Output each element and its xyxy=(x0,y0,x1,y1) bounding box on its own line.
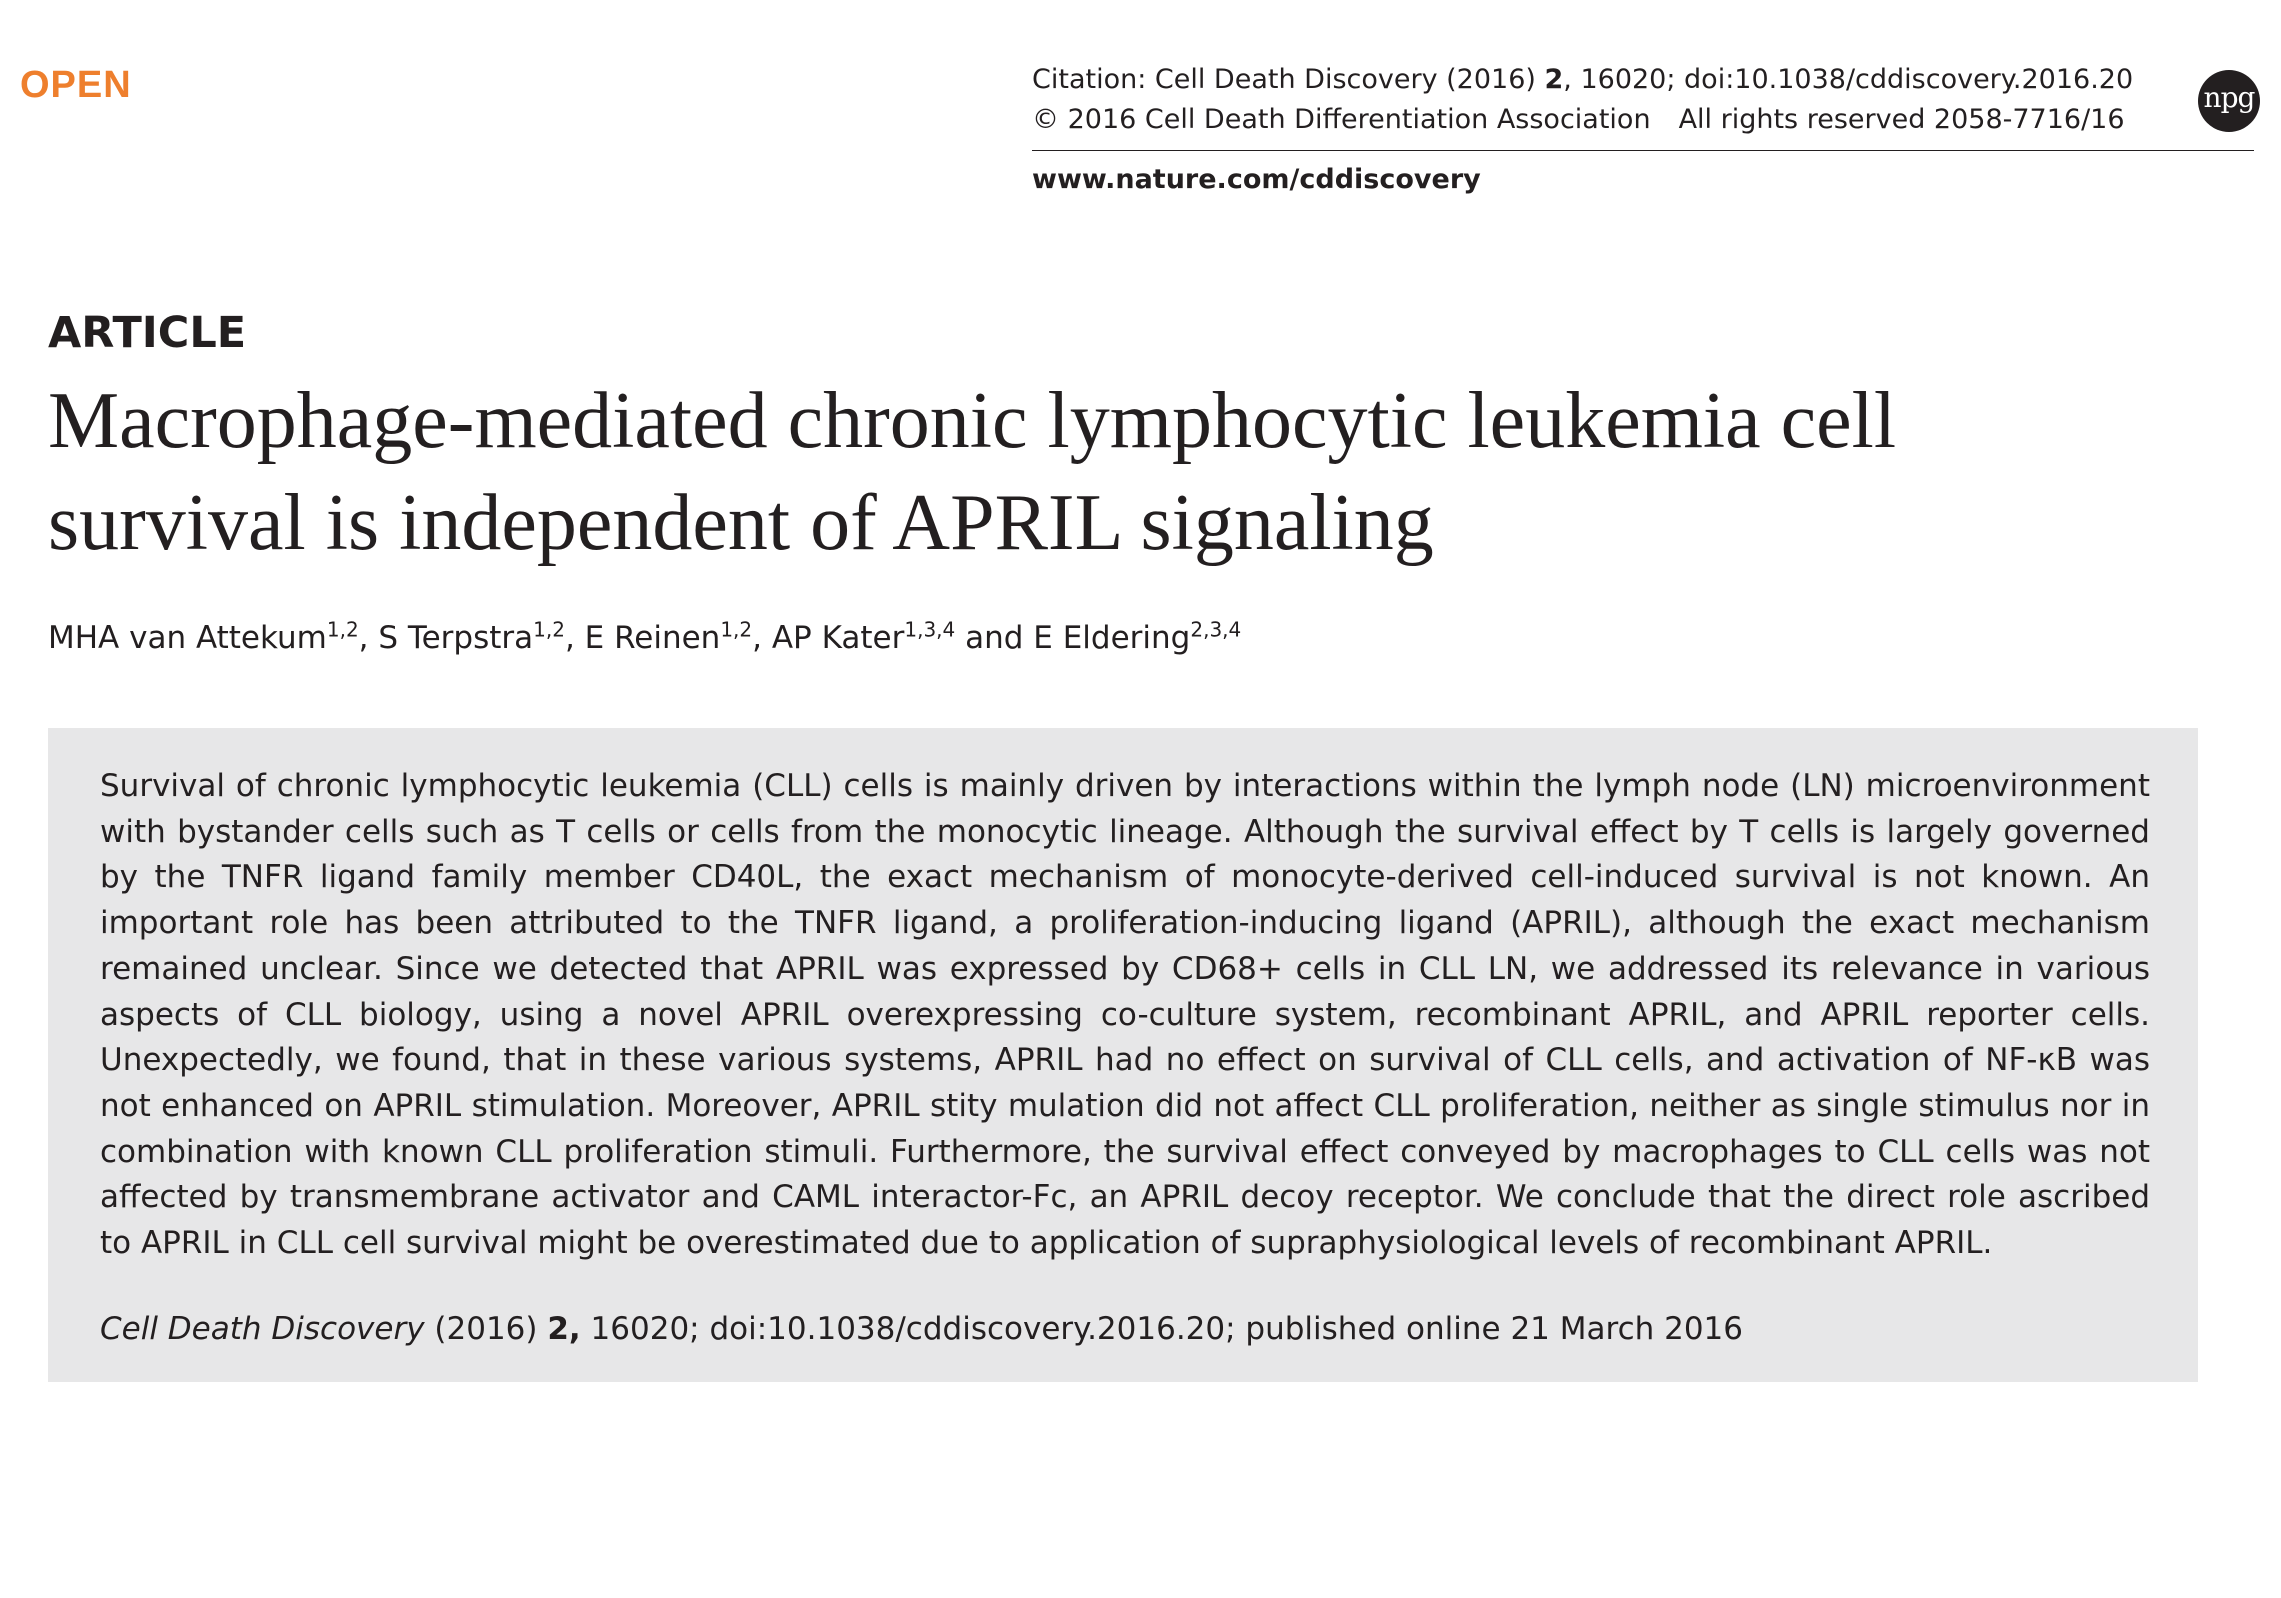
author-separator: , xyxy=(752,620,772,656)
author-name: E Reinen xyxy=(584,620,721,656)
citation-prefix: Citation: Cell Death Discovery (2016) xyxy=(1032,64,1545,95)
author-name: E Eldering xyxy=(1033,620,1191,656)
author-affiliation: 1,3,4 xyxy=(904,617,956,642)
author-affiliation: 1,2 xyxy=(720,617,753,642)
author-list xyxy=(48,614,1241,662)
open-access-badge: OPEN xyxy=(20,64,132,106)
copyright-line xyxy=(1032,100,2262,140)
author-affiliation: 2,3,4 xyxy=(1190,617,1242,642)
copyright-text: © 2016 Cell Death Differentiation Association xyxy=(1032,104,1651,135)
abstract-citation xyxy=(100,1306,1743,1352)
header-divider xyxy=(1032,150,2254,151)
author-name: S Terpstra xyxy=(378,620,534,656)
title-line-1: Macrophage-mediated chronic lymphocytic leukemia cell xyxy=(48,377,1897,465)
citation-volume: 2 xyxy=(1544,64,1564,95)
abstract-cite-journal: Cell Death Discovery xyxy=(100,1311,425,1347)
citation-suffix: , 16020; doi:10.1038/cddiscovery.2016.20 xyxy=(1563,64,2134,95)
author-separator: , xyxy=(358,620,379,656)
abstract-cite-rest: 16020; doi:10.1038/cddiscovery.2016.20; published online 21 March 2016 xyxy=(580,1311,1744,1347)
citation-block xyxy=(1032,60,2262,140)
author-name: MHA van Attekum xyxy=(48,620,327,656)
author-affiliation: 1,2 xyxy=(533,617,565,642)
author-separator: and xyxy=(955,620,1034,656)
title-line-2: survival is independent of APRIL signaling xyxy=(48,479,1434,567)
article-type-label: ARTICLE xyxy=(48,308,247,358)
abstract-text: Survival of chronic lymphocytic leukemia (CLL) cells is mainly driven by interactions within the lymph node (LN) microenvironment with bystander cells such as T cells or cells from the monocytic lineage. Although the survival effect by T cells is largely governed by the TNFR ligand family member CD40L, the exact mechanism of monocyte-derived cell-induced survival is not known. An important role has been attributed to the TNFR ligand, a proliferation-inducing ligand (APRIL), although the exact mechanism remained unclear. Since we detected that APRIL was expressed by CD68+ cells in CLL LN, we addressed its relevance in various aspects of CLL biology, using a novel APRIL overexpressing co-culture system, recombinant APRIL, and APRIL reporter cells. Unexpectedly, we found, that in these various systems, APRIL had no effect on survival of CLL cells, and activation of NF-κB was not enhanced on APRIL stimulation. Moreover, APRIL stity mulation did not affect CLL proliferation, neither as single stimulus nor in combination with known CLL proliferation stimuli. Furthermore, the survival effect conveyed by macrophages to CLL cells was not affected by transmembrane activator and CAML interactor-Fc, an APRIL decoy receptor. We conclude that the direct role ascribed to APRIL in CLL cell survival might be overestimated due to application of supraphysiological levels of recombinant APRIL. xyxy=(100,768,2150,1262)
journal-website-link[interactable]: www.nature.com/cddiscovery xyxy=(1032,164,1481,195)
author-name: AP Kater xyxy=(771,620,905,656)
citation-line xyxy=(1032,60,2262,100)
article-title xyxy=(48,370,2198,574)
npg-logo: npg xyxy=(2198,70,2260,132)
abstract-cite-volume: 2, xyxy=(547,1311,581,1347)
rights-text: All rights reserved 2058-7716/16 xyxy=(1678,104,2125,135)
author-separator: , xyxy=(564,620,585,656)
abstract-cite-year: (2016) xyxy=(424,1311,548,1347)
author-affiliation: 1,2 xyxy=(326,617,359,642)
abstract-box xyxy=(48,728,2198,1382)
